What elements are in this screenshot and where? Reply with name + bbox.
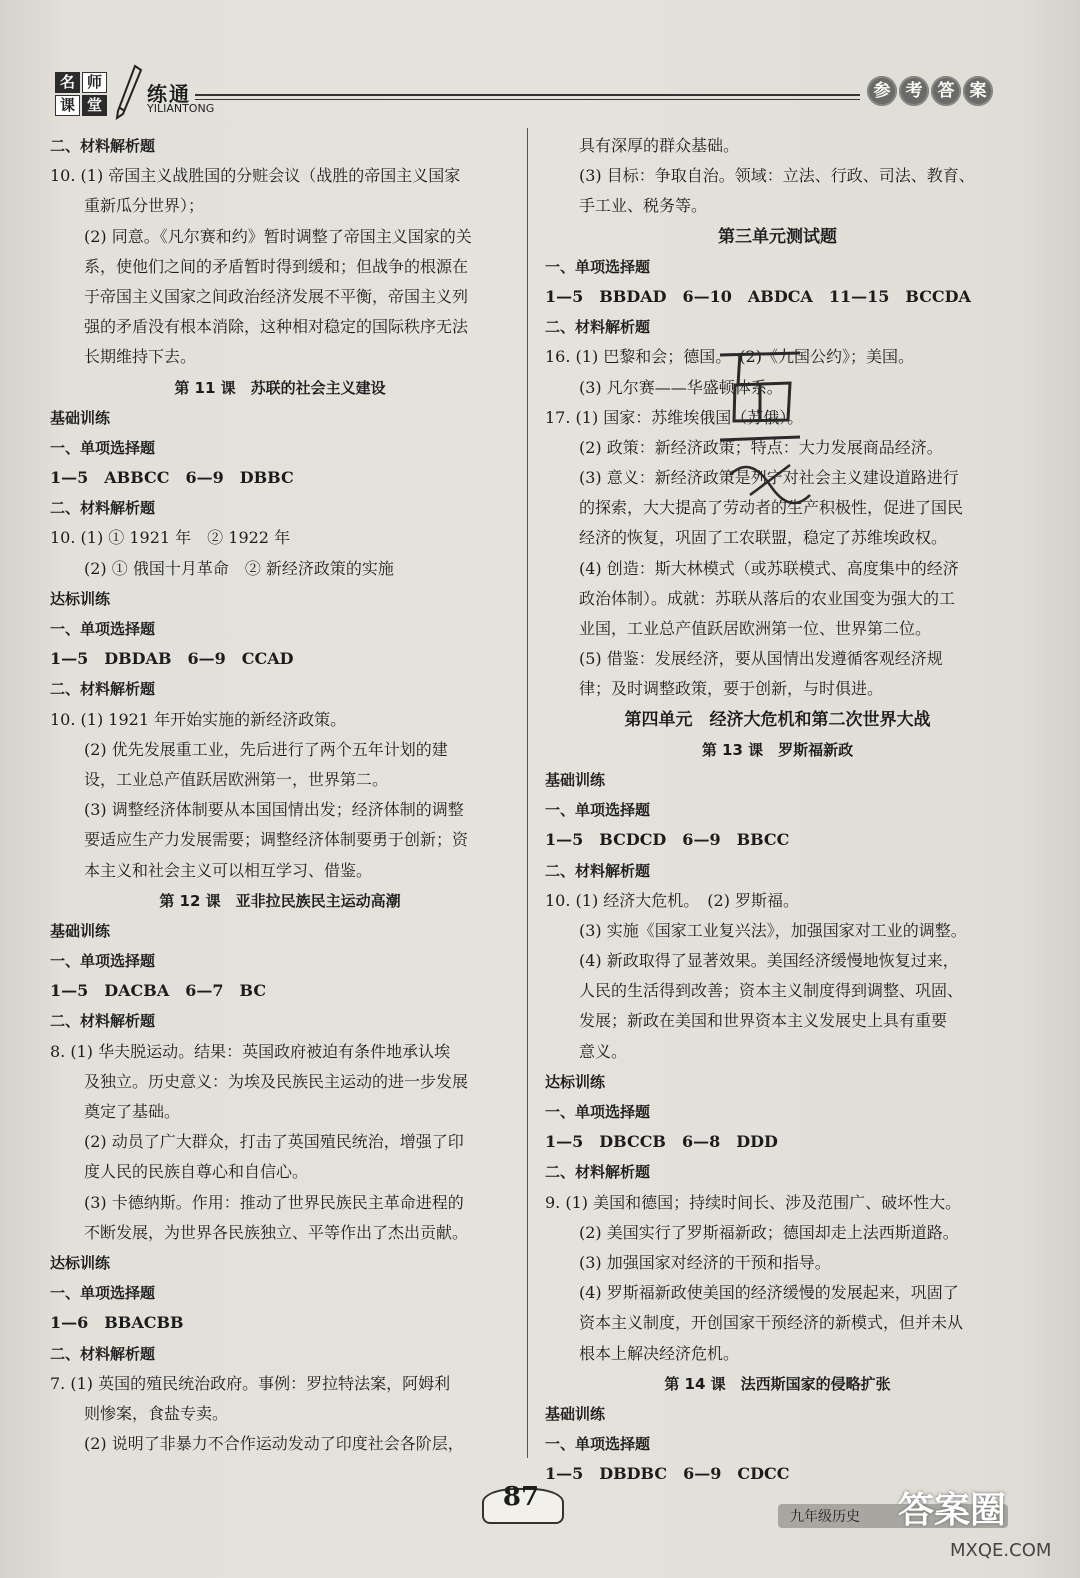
answer-line: (4) 创造：斯大林模式（或苏联模式、高度集中的经济 <box>579 558 959 578</box>
subsection-label: 达标训练 <box>50 589 111 608</box>
subsection-label: 二、材料解析题 <box>545 861 651 880</box>
subsection-label: 一、单项选择题 <box>545 801 651 820</box>
answer-line: 1—5 ABBCC 6—9 DBBC <box>50 468 294 488</box>
badge-char: 案 <box>963 76 993 106</box>
answer-line: 17. (1) 国家：苏维埃俄国（苏俄）。 <box>545 407 804 427</box>
answer-line: 奠定了基础。 <box>84 1102 181 1121</box>
answer-line: (4) 新政取得了显著效果。美国经济缓慢地恢复过来， <box>579 951 959 971</box>
answer-line: 1—6 BBACBB <box>50 1313 184 1333</box>
answer-line: 本主义和社会主义可以相互学习、借鉴。 <box>84 860 373 880</box>
answer-line: 政治体制）。成就：苏联从落后的农业国变为强大的工 <box>579 588 956 608</box>
right-column <box>545 131 1010 1489</box>
subsection-label: 达标训练 <box>545 1072 606 1091</box>
subsection-label: 一、单项选择题 <box>50 952 156 971</box>
answer-line: (3) 卡德纳斯。作用：推动了世界民族民主革命进程的 <box>84 1192 464 1212</box>
answer-line: (2) 政策：新经济政策；特点：大力发展商品经济。 <box>579 437 943 457</box>
logo-char: 堂 <box>82 95 107 116</box>
watermark-url: MXQE.COM <box>950 1540 1052 1561</box>
answer-line: 10. (1) 帝国主义战胜国的分赃会议（战胜的帝国主义国家 <box>50 166 461 186</box>
section-heading: 第四单元 经济大危机和第二次世界大战 <box>624 709 931 730</box>
answer-line: 根本上解决经济危机。 <box>579 1343 740 1363</box>
publisher-logo <box>55 72 107 116</box>
answer-line: 度人民的民族自尊心和自信心。 <box>84 1162 309 1182</box>
answer-line: (2) ① 俄国十月革命 ② 新经济政策的实施 <box>84 558 394 578</box>
answer-line: 人民的生活得到改善；资本主义制度得到调整、巩固、 <box>579 981 964 1001</box>
answer-line: (3) 加强国家对经济的干预和指导。 <box>579 1252 831 1272</box>
subsection-label: 二、材料解析题 <box>50 499 156 518</box>
answer-line: 1—5 DBDBC 6—9 CDCC <box>545 1464 790 1484</box>
footer-subject: 九年级历史 <box>790 1509 860 1525</box>
watermark-logo: 答案圈 <box>898 1490 1007 1531</box>
answer-line: 长期维持下去。 <box>84 347 197 367</box>
header-rule <box>195 94 860 96</box>
header-rule <box>195 99 860 100</box>
logo-char: 课 <box>55 95 80 116</box>
column-divider <box>527 128 528 1458</box>
brand-subtitle: YILIANTONG <box>147 102 215 115</box>
answer-line: 16. (1) 巴黎和会；德国。 (2)《九国公约》；美国。 <box>545 347 914 367</box>
answer-line: 8. (1) 华夫脱运动。结果：英国政府被迫有条件地承认埃 <box>50 1041 451 1061</box>
answer-line: 9. (1) 美国和德国；持续时间长、涉及范围广、破坏性大。 <box>545 1192 962 1212</box>
subsection-label: 基础训练 <box>545 1404 606 1423</box>
answer-line: (3) 目标：争取自治。领域：立法、行政、司法、教育、 <box>579 166 975 186</box>
subsection-label: 一、单项选择题 <box>545 1103 651 1121</box>
answer-line: (5) 借鉴：发展经济，要从国情出发遵循客观经济规 <box>579 649 943 669</box>
answer-line: 律；及时调整政策，要于创新，与时俱进。 <box>579 679 884 699</box>
answer-line: (2) 同意。《凡尔赛和约》暂时调整了帝国主义国家的关 <box>84 226 472 246</box>
answer-line: 要适应生产力发展需要；调整经济体制要勇于创新；资 <box>84 830 469 850</box>
answer-line: (3) 实施《国家工业复兴法》，加强国家对工业的调整。 <box>579 920 967 940</box>
answer-line: (2) 说明了非暴力不合作运动发动了印度社会各阶层， <box>84 1434 464 1454</box>
subsection-label: 一、单项选择题 <box>50 620 156 638</box>
answer-line: 10. (1) ① 1921 年 ② 1922 年 <box>50 528 291 548</box>
badge-char: 答 <box>931 76 961 106</box>
answer-line: 设，工业总产值跃居欧洲第一，世界第二。 <box>84 769 389 789</box>
subsection-label: 二、材料解析题 <box>545 318 651 337</box>
answer-line: 具有深厚的群众基础。 <box>579 136 740 155</box>
logo-char: 师 <box>82 72 107 93</box>
subsection-label: 二、材料解析题 <box>50 1012 156 1031</box>
subsection-label: 二、材料解析题 <box>50 137 156 155</box>
answer-line: (3) 意义：新经济政策是列宁对社会主义建设道路进行 <box>579 468 959 488</box>
badge-char: 参 <box>867 76 897 106</box>
page-number-text: 87 <box>502 1482 540 1512</box>
pen-icon <box>113 64 143 120</box>
section-heading: 第 13 课 罗斯福新政 <box>701 740 854 759</box>
answer-line: 系，使他们之间的矛盾暂时得到缓和；但战争的根源在 <box>84 256 469 276</box>
answer-line: (2) 美国实行了罗斯福新政；德国却走上法西斯道路。 <box>579 1222 959 1242</box>
section-heading: 第 11 课 苏联的社会主义建设 <box>174 378 386 397</box>
answer-line: 不断发展，为世界各民族独立、平等作出了杰出贡献。 <box>84 1222 469 1242</box>
answer-line: 业国，工业总产值跃居欧洲第一位、世界第二位。 <box>579 619 932 638</box>
answer-line: (2) 优先发展重工业，先后进行了两个五年计划的建 <box>84 739 448 759</box>
answer-line: 10. (1) 经济大危机。 (2) 罗斯福。 <box>545 890 800 910</box>
answer-line: 10. (1) 1921 年开始实施的新经济政策。 <box>50 709 347 729</box>
answer-line: 资本主义制度，开创国家干预经济的新模式，但并未从 <box>579 1313 964 1333</box>
answer-line: 发展；新政在美国和世界资本主义发展史上具有重要 <box>579 1011 948 1031</box>
answer-line: (4) 罗斯福新政使美国的经济缓慢的发展起来，巩固了 <box>579 1283 959 1303</box>
subsection-label: 二、材料解析题 <box>50 1344 156 1363</box>
subsection-label: 达标训练 <box>50 1253 111 1272</box>
answer-line: 7. (1) 英国的殖民统治政府。事例：罗拉特法案，阿姆利 <box>50 1373 451 1393</box>
answer-key-badge <box>867 76 993 106</box>
answer-line: 强的矛盾没有根本消除，这种相对稳定的国际秩序无法 <box>84 317 469 337</box>
badge-char: 考 <box>899 76 929 106</box>
answer-line: 1—5 DBCCB 6—8 DDD <box>545 1132 778 1152</box>
subsection-label: 二、材料解析题 <box>50 680 156 699</box>
answer-line: 于帝国主义国家之间政治经济发展不平衡，帝国主义列 <box>84 286 469 306</box>
section-heading: 第 12 课 亚非拉民族民主运动高潮 <box>159 891 401 910</box>
subsection-label: 二、材料解析题 <box>545 1163 651 1182</box>
answer-line: 手工业、税务等。 <box>579 196 708 216</box>
section-heading: 第三单元测试题 <box>718 226 837 247</box>
subsection-label: 基础训练 <box>545 770 606 789</box>
page-header <box>55 72 1005 122</box>
left-column <box>50 131 510 1459</box>
section-heading: 第 14 课 法西斯国家的侵略扩张 <box>664 1374 891 1393</box>
answer-line: 及独立。历史意义：为埃及民族民主运动的进一步发展 <box>84 1071 469 1091</box>
answer-line: 经济的恢复，巩固了工农联盟，稳定了苏维埃政权。 <box>579 528 948 548</box>
subsection-label: 一、单项选择题 <box>50 1284 156 1303</box>
subsection-label: 基础训练 <box>50 921 111 940</box>
answer-line: (3) 调整经济体制要从本国国情出发；经济体制的调整 <box>84 800 464 820</box>
answer-line: 1—5 DBDAB 6—9 CCAD <box>50 649 294 669</box>
subsection-label: 一、单项选择题 <box>545 257 651 276</box>
logo-char: 名 <box>55 72 80 93</box>
answer-line: 的探索，大大提高了劳动者的生产积极性，促进了国民 <box>579 498 964 518</box>
brand-title: 练通 <box>147 82 191 106</box>
answer-line: 则惨案，食盐专卖。 <box>84 1403 229 1423</box>
subsection-label: 一、单项选择题 <box>545 1435 651 1454</box>
subsection-label: 一、单项选择题 <box>50 438 156 457</box>
answer-line: 1—5 BBDAD 6—10 ABDCA 11—15 BCCDA <box>545 286 971 306</box>
answer-line: 1—5 DACBA 6—7 BC <box>50 981 267 1001</box>
page-number <box>482 1478 560 1522</box>
answer-line: 重新瓜分世界）； <box>84 196 205 216</box>
answer-line: (2) 动员了广大群众，打击了英国殖民统治，增强了印 <box>84 1132 464 1152</box>
answer-line: (3) 凡尔赛——华盛顿体系。 <box>579 377 783 397</box>
answer-line: 1—5 BCDCD 6—9 BBCC <box>545 830 790 850</box>
subsection-label: 基础训练 <box>50 408 111 427</box>
answer-line: 意义。 <box>579 1041 628 1061</box>
